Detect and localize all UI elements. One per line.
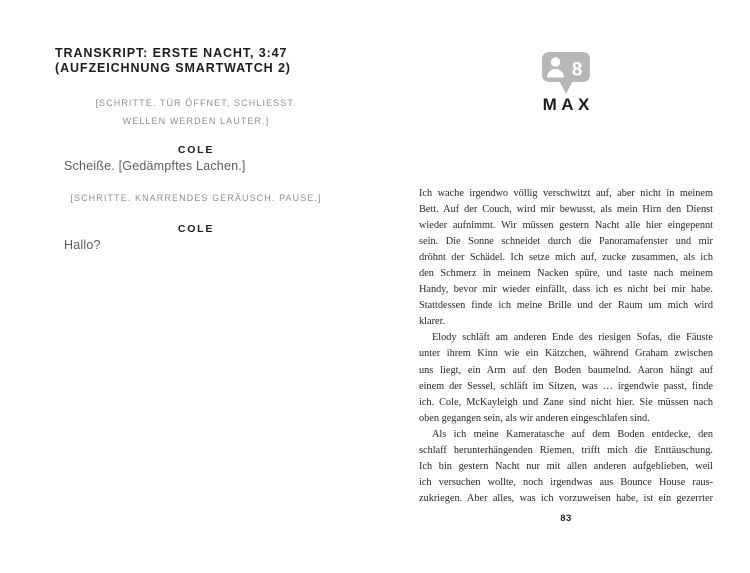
stage-direction: [SCHRITTE. KNARRENDES GERÄUSCH. PAUSE.] bbox=[70, 193, 322, 203]
body-line: wieder aufnimmt. Wir müssen gestern Nacht alle hier eingepennt bbox=[419, 220, 713, 232]
body-line: Stattdessen finde ich meine Brille und der Raum um mich wird bbox=[419, 300, 713, 312]
body-line: klarer. bbox=[419, 316, 446, 328]
right-page bbox=[419, 0, 713, 573]
body-line: den Schmerz in meinem Nacken spüre, und taste nach meinem bbox=[419, 268, 713, 280]
body-line: unter ihrem Kinn wie ein Kätzchen, während Graham zwischen bbox=[419, 348, 713, 360]
person-icon bbox=[551, 57, 560, 66]
body-line: uns liegt, ein Arm auf den Boden baumelnd. Aaron hängt auf bbox=[419, 364, 713, 376]
body-line: Elody schläft am anderen Ende des riesigen Sofas, die Fäuste bbox=[432, 332, 713, 344]
notification-count: 8 bbox=[571, 59, 583, 81]
body-line: einem der Sessel, schläft im Sitzen, was … irgendwie passt, finde bbox=[419, 380, 713, 392]
transcript-heading bbox=[55, 46, 291, 76]
body-line: schlaff herunterhängenden Riemen, trifft mich die Enttäuschung. bbox=[419, 444, 713, 456]
dialogue-line: Scheiße. [Gedämpftes Lachen.] bbox=[64, 159, 246, 173]
speaker-name: COLE bbox=[177, 223, 215, 235]
left-page bbox=[55, 0, 337, 573]
stage-direction bbox=[55, 95, 337, 130]
body-line: ich versuchen wollte, noch irgendwas aus Bounce House raus- bbox=[419, 476, 713, 488]
speech-bubble-tail bbox=[559, 81, 573, 95]
chapter-icon-wrap bbox=[419, 52, 713, 95]
body-line: Als ich meine Kameratasche auf dem Boden entdecke, den bbox=[432, 428, 713, 440]
speaker-name: COLE bbox=[177, 144, 215, 156]
body-line: Ich wache irgendwo völlig verschwitzt auf, aber nicht in meinem bbox=[419, 188, 713, 199]
body-line: Ich bin gestern Nacht nur mit allen anderen aufgeblieben, weil bbox=[419, 460, 713, 472]
body-line: Bett. Auf der Couch, wird mir bewusst, als mein Hirn den Dienst bbox=[419, 204, 713, 216]
dialogue-line: Hallo? bbox=[64, 238, 101, 252]
chapter-title: MAX bbox=[542, 95, 594, 114]
body-line: zukriegen. Aber alles, was ich vorzuweisen habe, ist ein gezerrter bbox=[419, 492, 713, 504]
page-number: 83 bbox=[560, 513, 572, 524]
body-line: dröhnt der Schädel. Ich setze mich auf, zucke zusammen, als ich bbox=[419, 252, 713, 264]
body-line: Handy, bevor mir wieder einfällt, dass ich es nicht bei mir habe. bbox=[419, 284, 713, 296]
body-line: oben gegangen sein, als wir anderen eingeschlafen sind. bbox=[419, 412, 650, 424]
stage-direction-line: [SCHRITTE. TÜR ÖFFNET, SCHLIESST. bbox=[95, 98, 297, 108]
body-line: ich. Cole, McKayleigh und Zane sind nicht hier. Sie müssen nach bbox=[419, 396, 713, 408]
transcript-heading-line1: TRANSKRIPT: ERSTE NACHT, 3:47 bbox=[55, 46, 288, 60]
stage-direction-line: WELLEN WERDEN LAUTER.] bbox=[122, 115, 270, 126]
follower-notification-icon bbox=[542, 52, 590, 95]
transcript-heading-line2: (AUFZEICHNUNG SMARTWATCH 2) bbox=[55, 61, 291, 75]
body-text bbox=[419, 186, 713, 507]
body-line: sein. Die Sonne schneidet durch die Panoramafenster und mir bbox=[419, 236, 713, 248]
